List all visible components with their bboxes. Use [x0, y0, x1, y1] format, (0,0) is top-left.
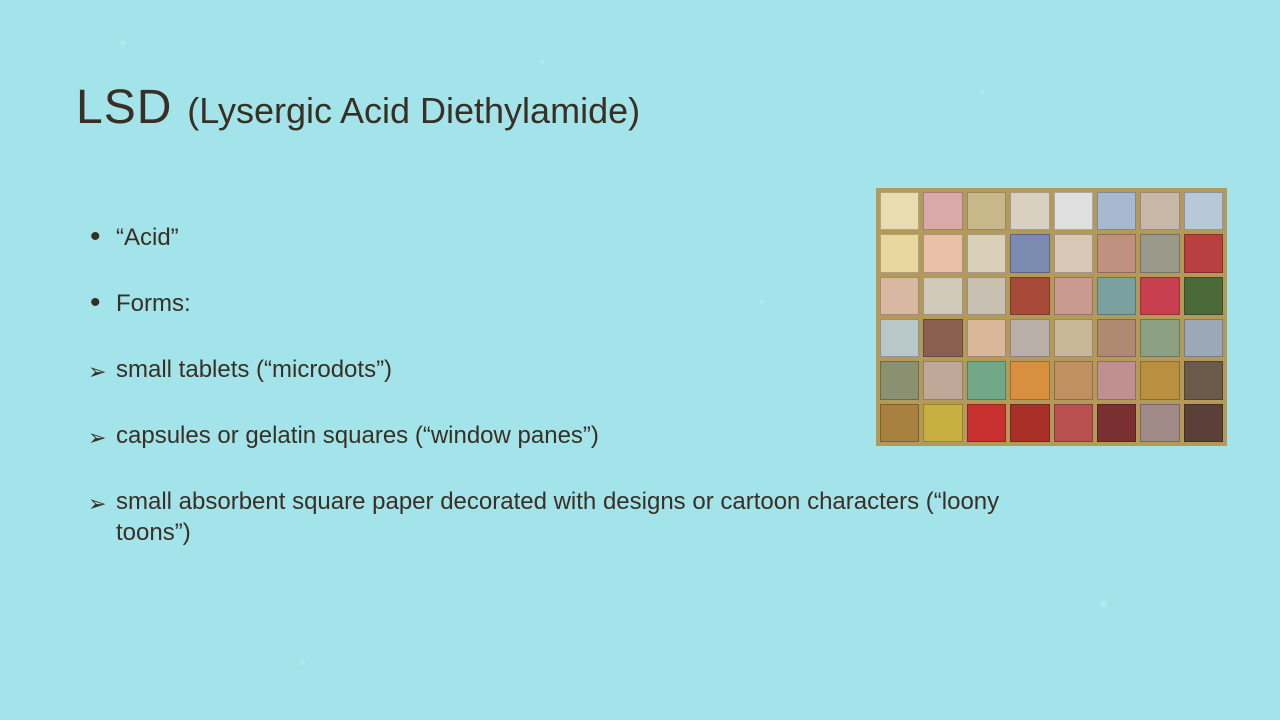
blotter-tile [1097, 404, 1136, 442]
blotter-tile [967, 192, 1006, 230]
blotter-tile [1140, 192, 1179, 230]
blotter-tile [880, 192, 919, 230]
blotter-tile [880, 277, 919, 315]
blotter-tile [967, 234, 1006, 272]
bullet-text: capsules or gelatin squares (“window panes”) [116, 422, 599, 449]
blotter-tile [1054, 234, 1093, 272]
blotter-tile [1097, 234, 1136, 272]
blotter-tile [1054, 319, 1093, 357]
blotter-tile [1010, 234, 1049, 272]
blotter-tile [1010, 192, 1049, 230]
slide-title [76, 81, 641, 134]
bullet-dot-icon: • [90, 286, 101, 319]
blotter-tile [923, 404, 962, 442]
blotter-tile [1140, 234, 1179, 272]
blotter-tile [1184, 361, 1223, 399]
bullet-arrow-icon: ➢ [88, 425, 107, 450]
blotter-tile [1184, 319, 1223, 357]
blotter-tile [880, 404, 919, 442]
blotter-tile [1140, 319, 1179, 357]
blotter-tile [1097, 319, 1136, 357]
blotter-tile [1010, 361, 1049, 399]
bullet-arrow-icon: ➢ [88, 491, 107, 516]
blotter-tile [1097, 277, 1136, 315]
blotter-tile [923, 277, 962, 315]
blotter-tile [1140, 277, 1179, 315]
speck [540, 60, 544, 64]
blotter-tile [1097, 192, 1136, 230]
blotter-tile [923, 361, 962, 399]
bullet-arrow-icon: ➢ [88, 359, 107, 384]
blotter-tile [967, 319, 1006, 357]
blotter-paper-image [876, 188, 1227, 446]
speck [1100, 600, 1107, 607]
title-subtitle: (Lysergic Acid Diethylamide) [187, 90, 641, 131]
speck [300, 660, 305, 665]
blotter-tile [923, 192, 962, 230]
blotter-tile [1010, 319, 1049, 357]
blotter-tile [1010, 404, 1049, 442]
bullet-text: “Acid” [116, 224, 179, 251]
blotter-tile [1140, 404, 1179, 442]
blotter-tile [967, 277, 1006, 315]
bullet-text: Forms: [116, 290, 191, 317]
blotter-tile [1054, 404, 1093, 442]
speck [120, 40, 126, 46]
bullet-dot-icon: • [90, 220, 101, 253]
blotter-tile [1184, 234, 1223, 272]
bullet-item [88, 486, 1076, 548]
speck [980, 90, 985, 95]
blotter-tile [1140, 361, 1179, 399]
blotter-tile [1054, 192, 1093, 230]
blotter-tile [880, 234, 919, 272]
blotter-tile [967, 361, 1006, 399]
blotter-tile [1184, 404, 1223, 442]
blotter-tile [1010, 277, 1049, 315]
bullet-text: small absorbent square paper decorated with designs or cartoon characters (“loony toons”) [116, 488, 1000, 546]
bullet-text: small tablets (“microdots”) [116, 356, 393, 383]
blotter-tile [880, 361, 919, 399]
blotter-tile [1054, 361, 1093, 399]
blotter-tile [1054, 277, 1093, 315]
blotter-tile [1184, 277, 1223, 315]
blotter-tile [923, 319, 962, 357]
title-main: LSD [76, 81, 173, 134]
blotter-tile [880, 319, 919, 357]
blotter-tile [1184, 192, 1223, 230]
blotter-tile [923, 234, 962, 272]
blotter-tile [1097, 361, 1136, 399]
blotter-tile [967, 404, 1006, 442]
